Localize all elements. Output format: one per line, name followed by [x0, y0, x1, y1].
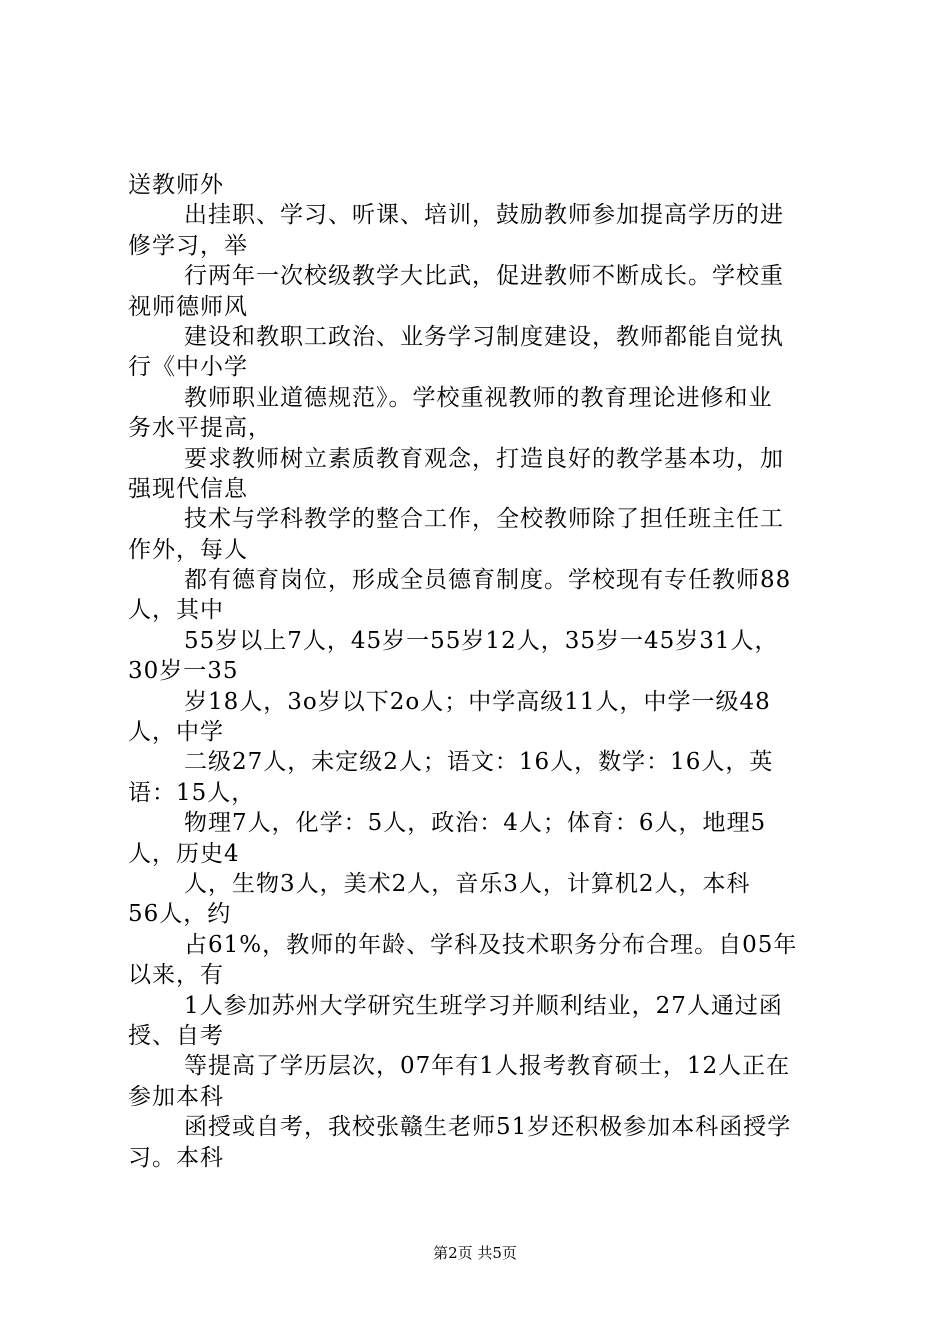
text-line: 语：15人， [128, 779, 256, 806]
text-line: 人，历史4 [128, 840, 240, 867]
body-text [128, 170, 848, 1173]
page-number: 第2页 共5页 [433, 1244, 517, 1262]
text-line: 习。本科 [128, 1144, 224, 1171]
text-line: 行两年一次校级教学大比武，促进教师不断成长。学校重 [184, 263, 784, 290]
text-line: 以来，有 [128, 962, 224, 989]
text-line: 56人，约 [128, 901, 232, 928]
text-line: 人，其中 [128, 597, 224, 624]
text-line: 技术与学科教学的整合工作，全校教师除了担任班主任工 [184, 506, 784, 533]
text-line: 作外，每人 [128, 536, 248, 563]
text-line: 占61%，教师的年龄、学科及技术职务分布合理。自05年 [184, 931, 798, 958]
text-line: 强现代信息 [128, 475, 248, 502]
text-line: 等提高了学历层次，07年有1人报考教育硕士，12人正在 [184, 1053, 791, 1080]
text-line: 视师德师风 [128, 293, 248, 320]
text-line: 务水平提高， [128, 415, 272, 442]
text-line: 授、自考 [128, 1022, 224, 1049]
text-line: 出挂职、学习、听课、培训，鼓励教师参加提高学历的进 [184, 202, 784, 229]
text-line: 物理7人，化学：5人，政治：4人；体育：6人，地理5 [184, 810, 767, 837]
text-line: 人，中学 [128, 719, 224, 746]
text-line: 要求教师树立素质教育观念，打造良好的教学基本功，加 [184, 445, 784, 472]
text-line: 参加本科 [128, 1083, 224, 1110]
text-line: 二级27人，未定级2人；语文：16人，数学：16人，英 [184, 749, 774, 776]
text-line: 30岁一35 [128, 658, 239, 685]
text-line: 教师职业道德规范》。学校重视教师的教育理论进修和业 [184, 384, 773, 411]
text-line: 人，生物3人，美术2人，音乐3人，计算机2人，本科 [184, 870, 751, 897]
text-line: 行《中小学 [128, 354, 248, 381]
text-line: 岁18人，3o岁以下2o人；中学高级11人，中学一级48 [184, 688, 771, 715]
text-line: 55岁以上7人，45岁一55岁12人，35岁一45岁31人， [184, 627, 779, 654]
text-line: 都有德育岗位，形成全员德育制度。学校现有专任教师88 [184, 567, 792, 594]
text-line: 送教师外 [128, 172, 224, 198]
text-line: 建设和教职工政治、业务学习制度建设，教师都能自觉执 [184, 323, 784, 350]
text-line: 修学习，举 [128, 232, 248, 259]
text-line: 函授或自考，我校张赣生老师51岁还积极参加本科函授学 [184, 1114, 792, 1141]
text-line: 1人参加苏州大学研究生班学习并顺利结业，27人通过函 [184, 992, 783, 1019]
